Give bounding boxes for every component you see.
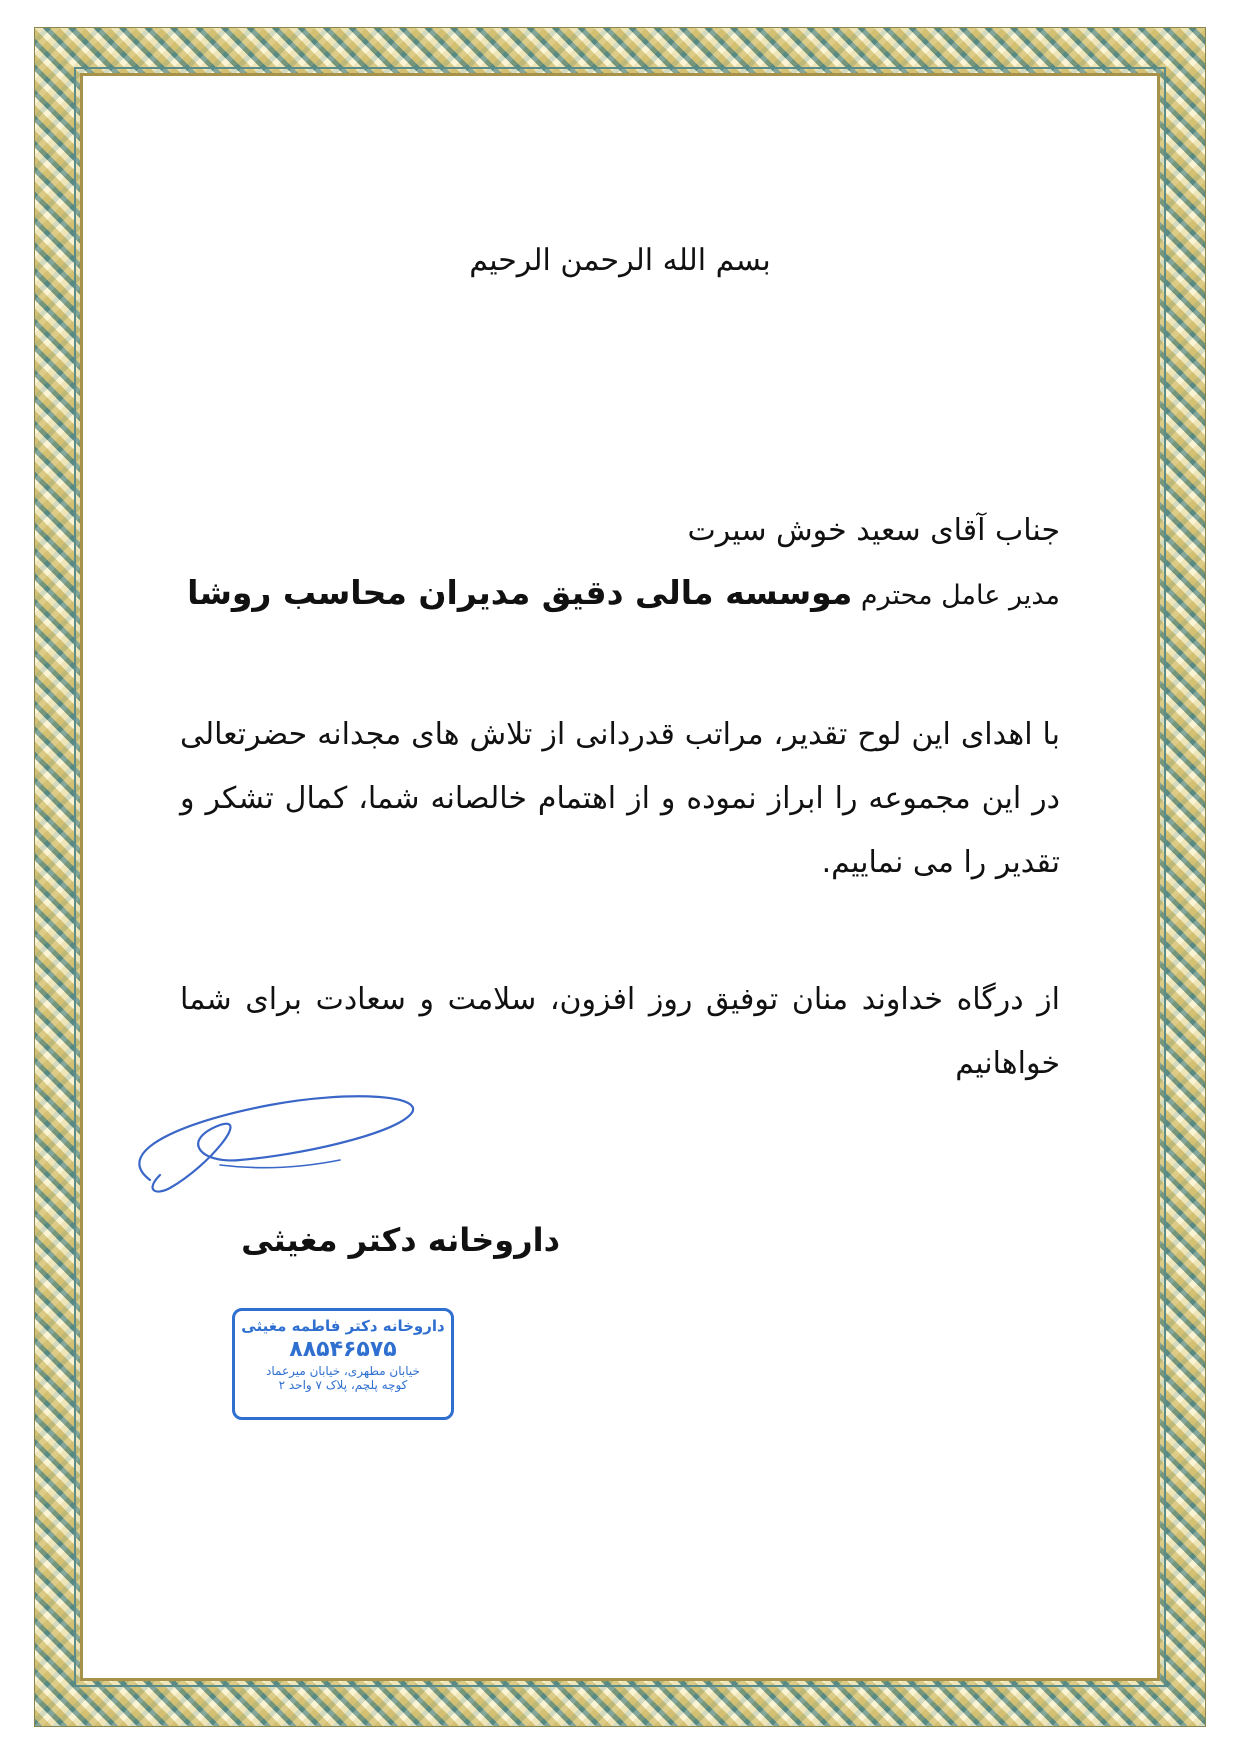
pharmacy-stamp — [232, 1308, 454, 1420]
stamp-name: داروخانه دکتر فاطمه مغیثی — [241, 1317, 445, 1335]
stamp-address-line1: خیابان مطهری، خیابان میرعماد — [266, 1364, 420, 1378]
organization-name: موسسه مالی دقیق مدیران محاسب روشا — [187, 573, 853, 612]
wish-paragraph: از درگاه خداوند منان توفیق روز افزون، سلامت و سعادت برای شما خواهانیم — [180, 982, 1060, 1081]
stamp-address-line2: کوچه پلچم، پلاک ۷ واحد ۲ — [278, 1378, 408, 1392]
appreciation-paragraph: با اهدای این لوح تقدیر، مراتب قدردانی از تلاش های مجدانه حضرتعالی در این مجموعه را ابراز نموده و از اهتمام خالصانه شما، کمال تشکر و تقدیر را می نماییم. — [180, 717, 1060, 880]
stamp-phone: ۸۸۵۴۶۵۷۵ — [289, 1337, 397, 1362]
title-prefix: مدیر عامل محترم — [860, 580, 1060, 611]
handwritten-signature — [70, 1070, 450, 1200]
signatory-name: داروخانه دکتر مغیثی — [241, 1221, 560, 1259]
basmala-heading: بسم الله الرحمن الرحيم — [469, 243, 771, 278]
recipient-name: جناب آقای سعید خوش سیرت — [687, 513, 1060, 548]
recipient-title — [187, 573, 1060, 612]
letter-content — [80, 73, 1160, 1681]
